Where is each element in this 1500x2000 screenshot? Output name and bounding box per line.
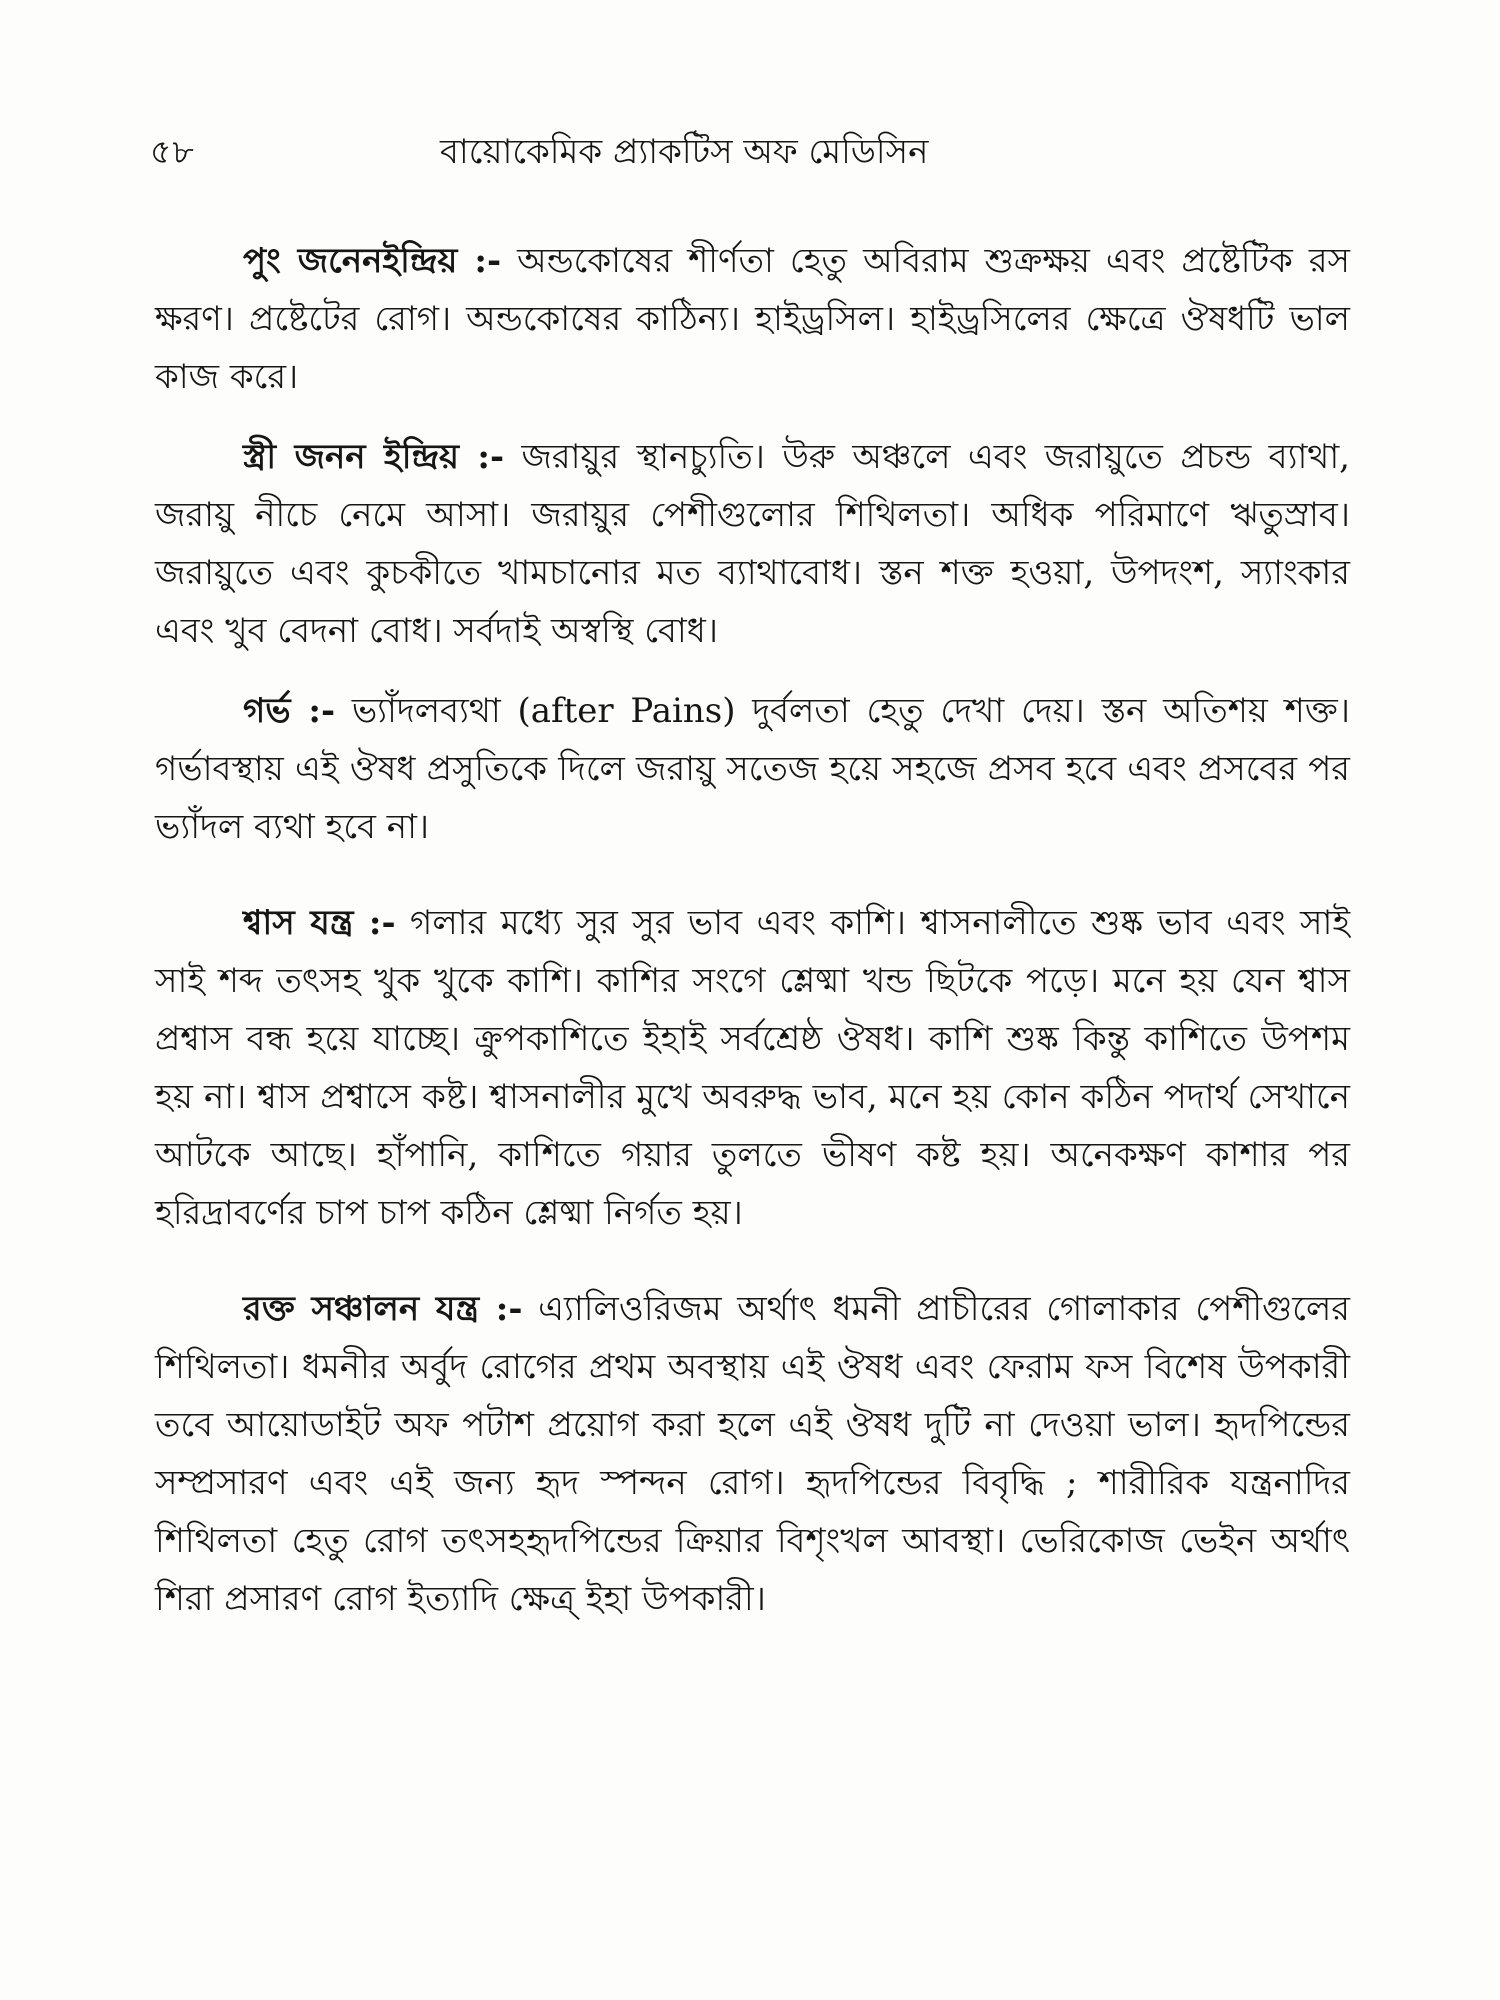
section-heading-pregnancy: গর্ভ :-: [243, 691, 336, 731]
paragraph-pregnancy: [155, 682, 1350, 856]
section-heading-respiratory: শ্বাস যন্ত্র :-: [243, 903, 396, 943]
paragraph-female-reproductive-organs: [155, 428, 1350, 660]
paragraph-male-reproductive-organs: [155, 232, 1350, 406]
section-heading-male-reproductive: পুং জনেনইন্দ্রিয় :-: [243, 241, 502, 281]
paragraph-text: অন্ডকোষের শীর্ণতা হেতু অবিরাম শুক্রক্ষয় এবং প্রষ্টেটিক রস ক্ষরণ। প্রষ্টেটের রোগ। অন্ডকোষের কাঠিন্য। হাইড্রসিল। হাইড্রসিলের ক্ষেত্রে ঔষধটি ভাল কাজ করে।: [155, 241, 1350, 397]
paragraph-text: এ্যালিওরিজম অর্থাৎ ধমনী প্রাচীরের গোলাকার পেশীগুলের শিথিলতা। ধমনীর অর্বুদ রোগের প্রথম অবস্থায় এই ঔষধ এবং ফেরাম ফস বিশেষ উপকারী তবে আয়োডাইট অফ পটাশ প্রয়োগ করা হলে এই ঔষধ দুটি না দেওয়া ভাল। হৃদপিন্ডের সম্প্রসারণ এবং এই জন্য হৃদ স্পন্দন রোগ। হৃদপিন্ডের বিবৃদ্ধি ; শারীরিক যন্ত্রনাদির শিথিলতা হেতু রোগ তৎসহহৃদপিন্ডের ক্রিয়ার বিশৃংখল আবস্থা। ভেরিকোজ ভেইন অর্থাৎ শিরা প্রসারণ রোগ ইত্যাদি ক্ষেত্র্ ইহা উপকারী।: [155, 1289, 1350, 1619]
page-body: [155, 232, 1350, 1650]
page-number: ৫৮: [150, 132, 195, 171]
paragraph-respiratory-system: [155, 894, 1350, 1242]
paragraph-circulatory-system: [155, 1280, 1350, 1628]
book-title: বায়োকেমিক প্র্যাকটিস অফ মেডিসিন: [440, 132, 929, 172]
running-header: [150, 128, 1360, 176]
paragraph-text: গলার মধ্যে সুর সুর ভাব এবং কাশি। শ্বাসনালীতে শুষ্ক ভাব এবং সাই সাই শব্দ তৎসহ খুক খুকে কাশি। কাশির সংগে শ্লেষ্মা খন্ড ছিটকে পড়ে। মনে হয় যেন শ্বাস প্রশ্বাস বন্ধ হয়ে যাচ্ছে। ক্রুপকাশিতে ইহাই সর্বশ্রেষ্ঠ ঔষধ। কাশি শুষ্ক কিন্তু কাশিতে উপশম হয় না। শ্বাস প্রশ্বাসে কষ্ট। শ্বাসনালীর মুখে অবরুদ্ধ ভাব, মনে হয় কোন কঠিন পদার্থ সেখানে আটকে আছে। হাঁপানি, কাশিতে গয়ার তুলতে ভীষণ কষ্ট হয়। অনেকক্ষণ কাশার পর হরিদ্রাবর্ণের চাপ চাপ কঠিন শ্লেষ্মা নির্গত হয়।: [155, 903, 1351, 1233]
section-heading-female-reproductive: স্ত্রী জনন ইন্দ্রিয় :-: [243, 437, 505, 477]
paragraph-text: ভ্যাঁদলব্যথা (after Pains) দুর্বলতা হেতু দেখা দেয়। স্তন অতিশয় শক্ত। গর্ভাবস্থায় এই ঔষধ প্রসুতিকে দিলে জরায়ু সতেজ হয়ে সহজে প্রসব হবে এবং প্রসবের পর ভ্যাঁদল ব্যথা হবে না।: [155, 691, 1350, 847]
section-heading-circulatory: রক্ত সঞ্চালন যন্ত্র :-: [243, 1289, 523, 1329]
paragraph-text: জরায়ুর স্থানচ্যুতি। উরু অঞ্চলে এবং জরায়ুতে প্রচন্ড ব্যাথা, জরায়ু নীচে নেমে আসা। জরায়ুর পেশীগুলোর শিথিলতা। অধিক পরিমাণে ঋতুস্রাব। জরায়ুতে এবং কুচকীতে খামচানোর মত ব্যাথাবোধ। স্তন শক্ত হওয়া, উপদংশ, স্যাংকার এবং খুব বেদনা বোধ। সর্বদাই অস্বস্থি বোধ।: [155, 437, 1350, 651]
